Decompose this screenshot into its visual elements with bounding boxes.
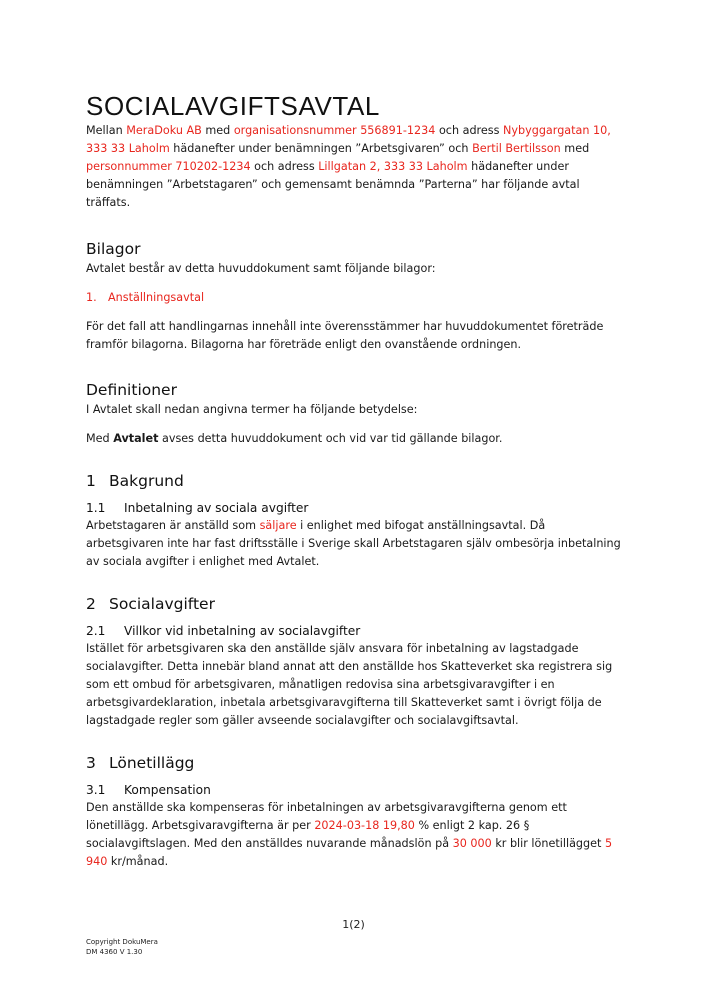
definitioner-lead: I Avtalet skall nedan angivna termer ha följande betydelse: <box>86 403 418 416</box>
attachment-list-item <box>86 289 626 307</box>
paragraph-text: i enlighet med bifogat anställningsavtal. Då arbetsgivaren inte har fast driftsställe i Sverige skall Arbetstagaren själv ombesörja inbetalning av sociala avgifter i enlighet med Avtalet. <box>86 519 621 568</box>
subsection-number: 1.1 <box>86 501 106 515</box>
subsection-heading-2-1 <box>86 622 626 640</box>
section-title: Lönetillägg <box>109 754 195 772</box>
section-title: Socialavgifter <box>109 595 215 613</box>
contribution-rate: 2024-03-18 19,80 <box>314 819 415 832</box>
section-1-paragraph <box>86 517 626 571</box>
definition-text: Med <box>86 432 114 445</box>
subsection-number: 3.1 <box>86 783 106 797</box>
intro-text: hädanefter under benämningen ”Arbetstagaren” och gemensamt benämnda ”Parterna” har följande avtal träffats. <box>86 160 580 209</box>
heading-definitioner: Definitioner <box>86 381 177 399</box>
section-heading-1 <box>86 471 626 491</box>
copyright-text: Copyright DokuMera <box>86 938 158 946</box>
intro-text: med <box>560 142 590 155</box>
section-number: 2 <box>86 595 96 613</box>
document-title: SOCIALAVGIFTSAVTAL <box>86 91 380 121</box>
section-number: 1 <box>86 472 96 490</box>
bilagor-lead: Avtalet består av detta huvuddokument samt följande bilagor: <box>86 262 436 275</box>
section-title: Bakgrund <box>109 472 184 490</box>
intro-text: hädanefter under benämningen ”Arbetsgivaren” och <box>169 142 473 155</box>
section-heading-2 <box>86 594 626 614</box>
subsection-title: Kompensation <box>124 783 211 797</box>
attachment-number: 1. <box>86 291 97 304</box>
intro-text: och adress <box>435 124 504 137</box>
definition-text: avses detta huvuddokument och vid var tid gällande bilagor. <box>158 432 503 445</box>
definition-term: Avtalet <box>113 432 159 445</box>
company-address: Nybyggargatan 10, 333 33 Laholm <box>86 124 611 155</box>
company-name: MeraDoku AB <box>126 124 202 137</box>
employee-address: Lillgatan 2, 333 33 Laholm <box>318 160 468 173</box>
personal-number: personnummer 710202-1234 <box>86 160 251 173</box>
page-number: 1(2) <box>342 918 365 931</box>
heading-bilagor: Bilagor <box>86 240 141 258</box>
paragraph-text: kr/månad. <box>107 855 169 868</box>
subsection-heading-3-1 <box>86 781 626 799</box>
employee-role: säljare <box>259 519 297 532</box>
paragraph-text: % enligt 2 kap. 26 § socialavgiftslagen. Med den anställdes nuvarande månadslön på <box>86 819 530 850</box>
intro-text: Mellan <box>86 124 127 137</box>
employee-name: Bertil Bertilsson <box>472 142 561 155</box>
subsection-title: Inbetalning av sociala avgifter <box>124 501 309 515</box>
intro-paragraph <box>86 122 626 212</box>
attachment-label: Anställningsavtal <box>108 291 205 304</box>
section-heading-3 <box>86 753 626 773</box>
paragraph-text: Den anställde ska kompenseras för inbetalningen av arbetsgivaravgifterna genom ett lönetillägg. Arbetsgivaravgifterna är per <box>86 801 567 832</box>
section-number: 3 <box>86 754 96 772</box>
paragraph-text: Arbetstagaren är anställd som <box>86 519 260 532</box>
intro-text: och adress <box>250 160 319 173</box>
bilagor-text: För det fall att handlingarnas innehåll inte överensstämmer har huvuddokumentet företräde framför bilagorna. Bilagorna har företräde enligt den ovanstående ordningen. <box>86 320 604 351</box>
monthly-salary: 30 000 <box>452 837 492 850</box>
document-body <box>86 92 626 871</box>
subsection-title: Villkor vid inbetalning av socialavgifter <box>124 624 361 638</box>
subsection-number: 2.1 <box>86 624 106 638</box>
definition-paragraph <box>86 430 626 448</box>
version-text: DM 4360 V 1.30 <box>86 948 143 956</box>
footer-copyright <box>86 937 158 957</box>
org-number: organisationsnummer 556891-1234 <box>233 124 436 137</box>
section-3-paragraph <box>86 799 626 871</box>
intro-text: med <box>201 124 234 137</box>
section-2-paragraph: Istället för arbetsgivaren ska den anställde själv ansvara för inbetalning av lagstadgade socialavgifter. Detta innebär bland annat att den anställde hos Skatteverket ska registrera sig som ett ombud för arbetsgivaren, månatligen redovisa sina arbetsgivaravgifter i en arbetsgivardeklaration, inbetala arbetsgivaravgifterna till Skatteverket samt i övrigt följa de lagstadgade regler som gäller avseende socialavgifter och socialavgiftsavtal. <box>86 642 613 727</box>
paragraph-text: kr blir lönetillägget <box>491 837 605 850</box>
subsection-heading-1-1 <box>86 499 626 517</box>
salary-supplement: 5 940 <box>86 837 613 868</box>
